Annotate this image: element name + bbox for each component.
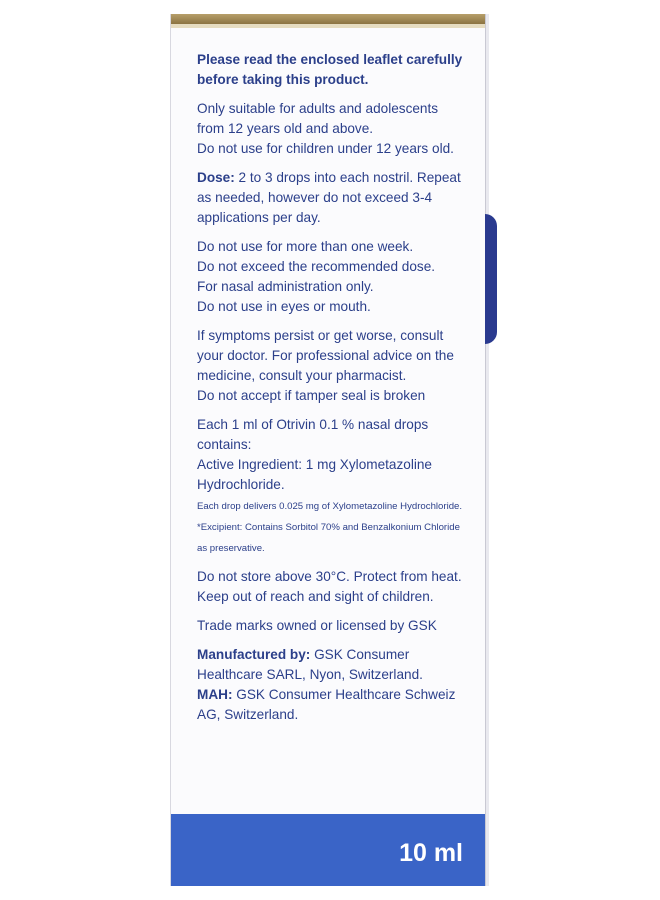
- dose-text: 2 to 3 drops into each nostril. Repeat as needed, however do not exceed 3-4 applications per day.: [197, 170, 461, 225]
- side-accent-shape: [485, 214, 497, 344]
- composition-intro: Each 1 ml of Otrivin 0.1 % nasal drops contains:: [197, 417, 429, 452]
- storage-temperature: Do not store above 30°C. Protect from heat.: [197, 569, 462, 584]
- mah-text: GSK Consumer Healthcare Schweiz AG, Switzerland.: [197, 687, 456, 722]
- warning-line: Do not use in eyes or mouth.: [197, 299, 371, 314]
- active-ingredient: Active Ingredient: 1 mg Xylometazoline Hydrochloride.: [197, 457, 432, 492]
- warning-line: Do not use for more than one week.: [197, 239, 414, 254]
- storage-section: [197, 567, 469, 607]
- dose-label: Dose:: [197, 170, 235, 185]
- advice-section: [197, 326, 469, 406]
- composition-section: [197, 415, 469, 558]
- warning-line: Do not exceed the recommended dose.: [197, 259, 436, 274]
- manufacturer-label: Manufactured by:: [197, 647, 311, 662]
- per-drop-dose: Each drop delivers 0.025 mg of Xylometazoline Hydrochloride.: [197, 501, 463, 512]
- warning-line: For nasal administration only.: [197, 279, 374, 294]
- manufacturer-text: GSK Consumer Healthcare SARL, Nyon, Switzerland.: [197, 647, 423, 682]
- box-top-edge: [171, 14, 485, 24]
- dose-section: [197, 168, 469, 228]
- product-box-side-panel: [170, 14, 486, 886]
- consult-advice: If symptoms persist or get worse, consult your doctor. For professional advice on the medicine, consult your pharmacist.: [197, 328, 454, 383]
- age-section: [197, 99, 469, 159]
- volume-label: 10 ml: [399, 839, 463, 867]
- tamper-seal-warning: Do not accept if tamper seal is broken: [197, 388, 426, 403]
- trademark-notice: Trade marks owned or licensed by GSK: [197, 618, 437, 633]
- age-restriction: Do not use for children under 12 years old.: [197, 141, 454, 156]
- usage-warnings: [197, 237, 469, 317]
- label-text-block: [197, 50, 469, 734]
- mah-label: MAH:: [197, 687, 233, 702]
- manufacturer-section: [197, 645, 469, 725]
- leaflet-warning: Please read the enclosed leaflet carefully before taking this product.: [197, 52, 463, 87]
- age-suitability: Only suitable for adults and adolescents from 12 years old and above.: [197, 101, 439, 136]
- excipient-note: *Excipient: Contains Sorbitol 70% and Benzalkonium Chloride as preservative.: [197, 522, 460, 554]
- child-safety: Keep out of reach and sight of children.: [197, 589, 434, 604]
- volume-footer-band: [171, 814, 485, 886]
- box-top-edge-highlight: [171, 24, 485, 28]
